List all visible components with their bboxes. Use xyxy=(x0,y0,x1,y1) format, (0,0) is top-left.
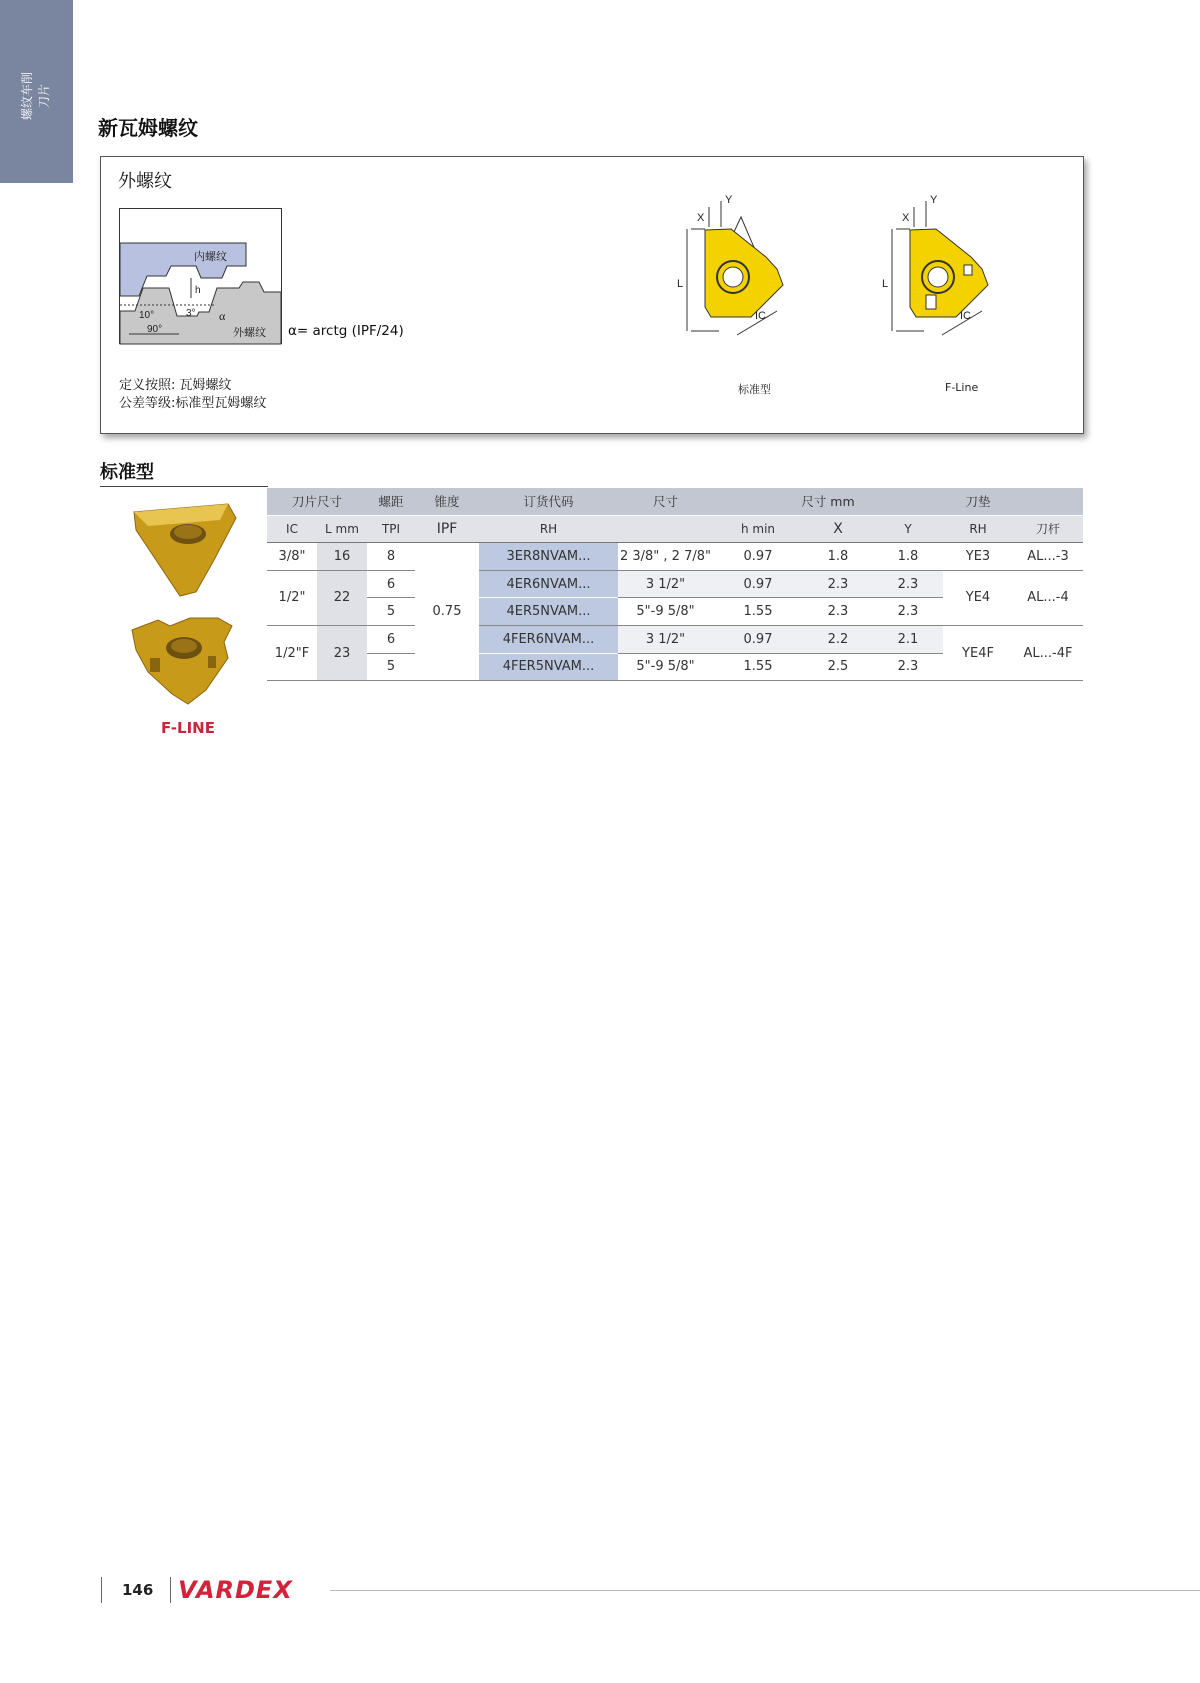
table-header-row-2 xyxy=(267,515,1083,543)
page-title: 新瓦姆螺纹 xyxy=(98,116,198,140)
hdr-tpi: TPI xyxy=(367,515,415,543)
profile-angle-90: 90° xyxy=(147,324,163,335)
definition-text xyxy=(119,377,266,413)
cell-shim: YE4F xyxy=(943,625,1013,680)
hdr-pitch: 螺距 xyxy=(367,488,415,515)
cell-ic: 3/8" xyxy=(267,543,317,571)
side-tab-line1: 螺纹车削 xyxy=(20,71,34,121)
fline-y-label: Y xyxy=(930,194,938,206)
cell-y: 2.3 xyxy=(873,653,943,681)
definition-line: 定义按照: 瓦姆螺纹 xyxy=(119,378,232,393)
cell-code: 4ER6NVAM... xyxy=(479,570,618,598)
hdr-x: X xyxy=(803,515,873,543)
spec-table xyxy=(267,488,1083,681)
std-x-label: X xyxy=(697,212,705,224)
cell-tpi: 8 xyxy=(367,543,415,571)
side-tab-label xyxy=(19,72,53,120)
cell-size: 3 1/2" xyxy=(618,625,713,653)
profile-angle-10: 10° xyxy=(139,310,155,321)
cell-shim: YE4 xyxy=(943,570,1013,625)
cell-ic: 1/2" xyxy=(267,570,317,625)
internal-thread-label: 内螺纹 xyxy=(194,251,227,263)
cell-hmin: 1.55 xyxy=(713,653,803,681)
cell-y: 2.1 xyxy=(873,625,943,653)
standard-insert-drawing xyxy=(677,177,851,352)
cell-ic: 1/2"F xyxy=(267,625,317,680)
fline-l-label: L xyxy=(882,278,889,290)
cell-hmin: 1.55 xyxy=(713,598,803,626)
hdr-rh: RH xyxy=(479,515,618,543)
cell-code: 4FER5NVAM... xyxy=(479,653,618,681)
hdr-ic: IC xyxy=(267,515,317,543)
hdr-hmin: h min xyxy=(713,515,803,543)
fline-x-label: X xyxy=(902,212,910,224)
cell-x: 2.2 xyxy=(803,625,873,653)
cell-ipf: 0.75 xyxy=(415,543,479,681)
cell-tpi: 5 xyxy=(367,598,415,626)
table-row xyxy=(267,570,1083,598)
cell-tpi: 5 xyxy=(367,653,415,681)
fline-ic-label: IC xyxy=(960,310,971,322)
cell-x: 1.8 xyxy=(803,543,873,571)
fline-logo: F-LINE xyxy=(161,719,215,737)
fline-insert-image xyxy=(128,612,240,712)
cell-size: 3 1/2" xyxy=(618,570,713,598)
external-thread-label: 外螺纹 xyxy=(233,327,266,339)
cell-hmin: 0.97 xyxy=(713,570,803,598)
hdr-taper: 锥度 xyxy=(415,488,479,515)
hdr-ipf: IPF xyxy=(415,515,479,543)
hdr-lmm: L mm xyxy=(317,515,367,543)
cell-size: 5"-9 5/8" xyxy=(618,653,713,681)
cell-holder: AL...-4F xyxy=(1013,625,1083,680)
tolerance-line: 公差等级:标准型瓦姆螺纹 xyxy=(119,396,267,411)
cell-y: 2.3 xyxy=(873,598,943,626)
cell-y: 1.8 xyxy=(873,543,943,571)
section-title-underline xyxy=(100,486,268,487)
hdr-blank xyxy=(1013,488,1083,515)
thread-profile-diagram xyxy=(119,208,284,345)
fline-caption: F-Line xyxy=(945,381,979,394)
side-tab-line2: 刀片 xyxy=(37,83,51,109)
footer-line xyxy=(330,1590,1200,1591)
profile-angle-3: 3° xyxy=(186,308,196,319)
standard-insert-image xyxy=(128,500,240,600)
box-subtitle: 外螺纹 xyxy=(118,171,172,192)
hdr-y: Y xyxy=(873,515,943,543)
cell-x: 2.5 xyxy=(803,653,873,681)
cell-x: 2.3 xyxy=(803,570,873,598)
hdr-shim-rh: RH xyxy=(943,515,1013,543)
table-row xyxy=(267,625,1083,653)
cell-l: 23 xyxy=(317,625,367,680)
hdr-size-blank xyxy=(618,515,713,543)
cell-size: 5"-9 5/8" xyxy=(618,598,713,626)
page-number: 146 xyxy=(122,1581,154,1599)
cell-holder: AL...-3 xyxy=(1013,543,1083,571)
cell-code: 4FER6NVAM... xyxy=(479,625,618,653)
thread-diagram-box xyxy=(100,156,1084,434)
cell-holder: AL...-4 xyxy=(1013,570,1083,625)
side-tab xyxy=(0,0,73,183)
cell-size: 2 3/8" , 2 7/8" xyxy=(618,543,713,571)
footer-divider-right xyxy=(170,1577,171,1603)
hdr-dims: 尺寸 mm xyxy=(713,488,943,515)
cell-hmin: 0.97 xyxy=(713,543,803,571)
fline-insert-drawing xyxy=(882,177,1056,352)
cell-code: 3ER8NVAM... xyxy=(479,543,618,571)
profile-h-label: h xyxy=(195,285,201,296)
hdr-order-code: 订货代码 xyxy=(479,488,618,515)
cell-l: 22 xyxy=(317,570,367,625)
table-header-row-1 xyxy=(267,488,1083,515)
std-y-label: Y xyxy=(725,194,733,206)
cell-hmin: 0.97 xyxy=(713,625,803,653)
cell-x: 2.3 xyxy=(803,598,873,626)
hdr-size: 尺寸 xyxy=(618,488,713,515)
alpha-formula: α= arctg (IPF/24) xyxy=(288,323,404,339)
brand-logo: VARDEX xyxy=(178,1576,293,1604)
hdr-insert-size: 刀片尺寸 xyxy=(267,488,367,515)
std-ic-label: IC xyxy=(755,310,766,322)
cell-l: 16 xyxy=(317,543,367,571)
cell-tpi: 6 xyxy=(367,625,415,653)
table-row xyxy=(267,543,1083,571)
hdr-holder: 刀杆 xyxy=(1013,515,1083,543)
profile-alpha: α xyxy=(219,309,226,323)
cell-y: 2.3 xyxy=(873,570,943,598)
section-title: 标准型 xyxy=(100,462,154,483)
hdr-shim: 刀垫 xyxy=(943,488,1013,515)
cell-tpi: 6 xyxy=(367,570,415,598)
standard-caption: 标准型 xyxy=(738,383,771,396)
std-l-label: L xyxy=(677,278,684,290)
cell-code: 4ER5NVAM... xyxy=(479,598,618,626)
footer-divider-left xyxy=(101,1577,102,1603)
cell-shim: YE3 xyxy=(943,543,1013,571)
